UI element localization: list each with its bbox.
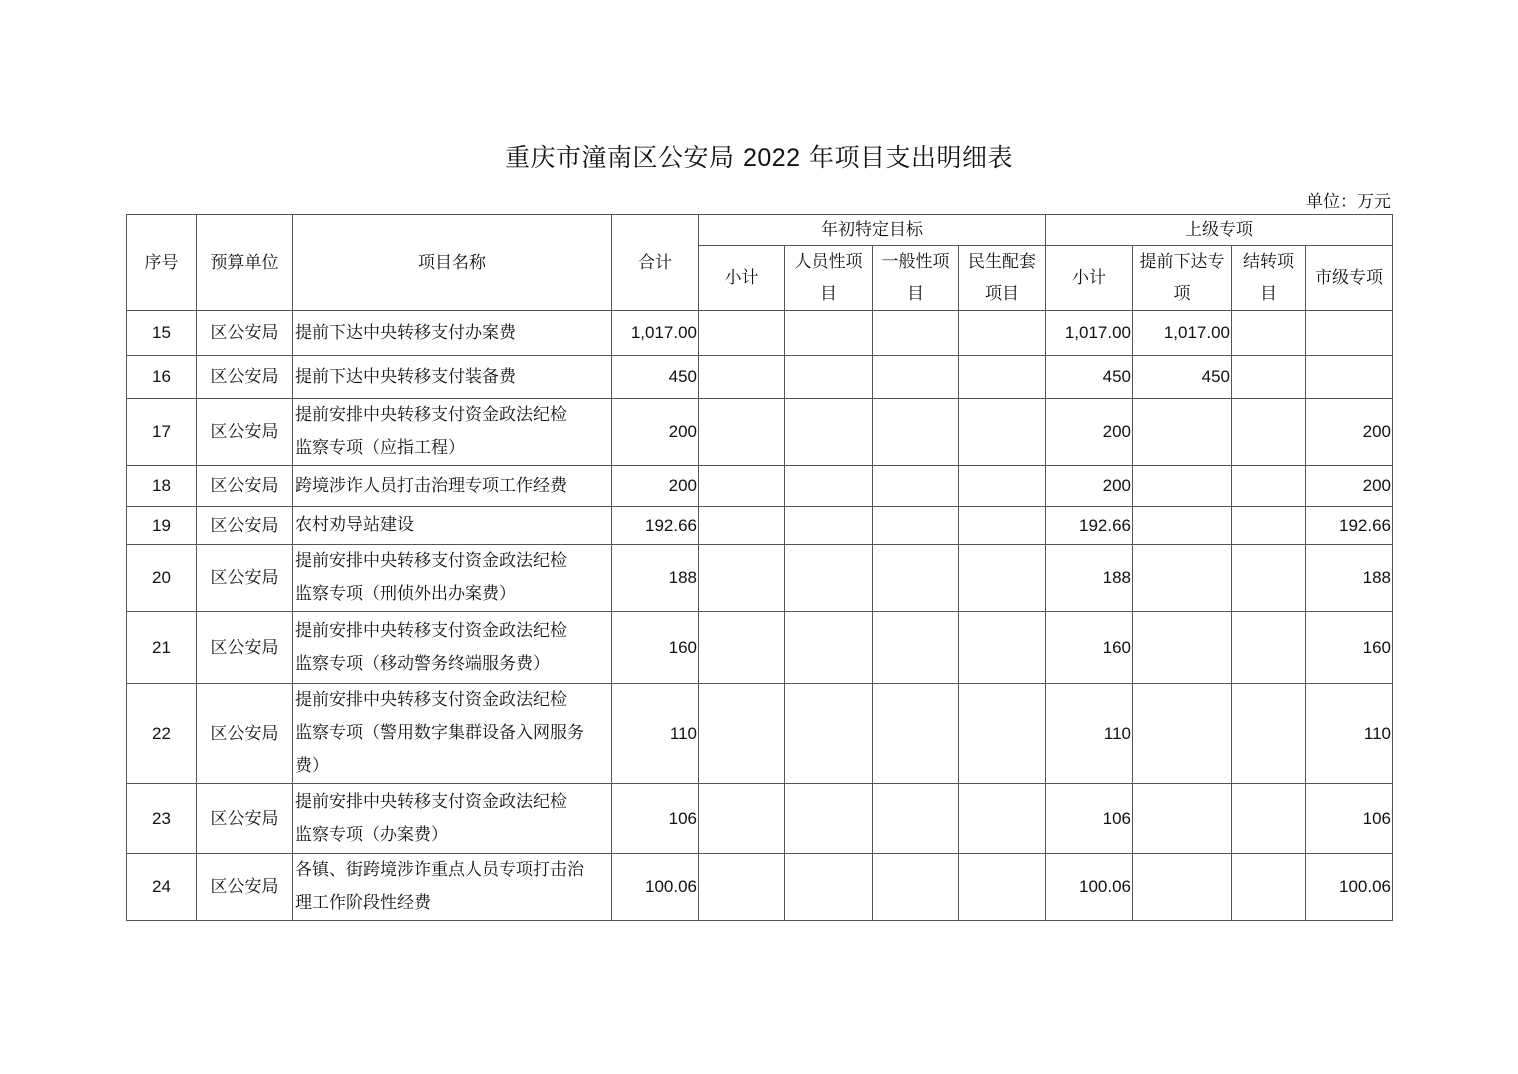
cell-name — [293, 356, 612, 399]
cell-city: 200 — [1306, 399, 1393, 466]
title-suffix: 年项目支出明细表 — [800, 143, 1014, 172]
title-year: 2022 — [742, 144, 801, 172]
cell-superior-subtotal: 192.66 — [1046, 507, 1133, 545]
cell-personnel — [785, 784, 873, 854]
cell-personnel — [785, 684, 873, 784]
cell-general — [873, 311, 959, 356]
header-livelihood — [959, 246, 1046, 311]
page-title — [0, 138, 1518, 174]
cell-superior-subtotal: 450 — [1046, 356, 1133, 399]
cell-general — [873, 507, 959, 545]
title-text: 重庆市潼南区公安局 — [504, 143, 743, 172]
cell-initial-subtotal — [699, 612, 785, 684]
cell-unit: 区公安局 — [197, 545, 293, 612]
cell-carryover — [1232, 784, 1306, 854]
cell-name-line1: 提前安排中央转移支付资金政法纪检 — [295, 620, 567, 641]
cell-seq: 24 — [127, 854, 197, 921]
table-row — [127, 684, 1393, 784]
cell-livelihood — [959, 684, 1046, 784]
cell-name-line1: 提前下达中央转移支付装备费 — [295, 366, 516, 387]
cell-initial-subtotal — [699, 466, 785, 507]
cell-city — [1306, 356, 1393, 399]
cell-livelihood — [959, 545, 1046, 612]
cell-name-line2: 监察专项（刑侦外出办案费） — [295, 584, 516, 604]
cell-name-line2: 监察专项（警用数字集群设备入网服务 — [295, 723, 584, 743]
cell-city: 200 — [1306, 466, 1393, 507]
cell-name-line2: 监察专项（办案费） — [295, 824, 448, 845]
cell-advance — [1133, 545, 1232, 612]
header-seq: 序号 — [127, 215, 197, 311]
cell-superior-subtotal: 1,017.00 — [1046, 311, 1133, 356]
cell-initial-subtotal — [699, 399, 785, 466]
cell-livelihood — [959, 612, 1046, 684]
cell-seq: 19 — [127, 507, 197, 545]
cell-seq: 20 — [127, 545, 197, 612]
cell-advance — [1133, 466, 1232, 507]
cell-carryover — [1232, 684, 1306, 784]
cell-total: 192.66 — [612, 507, 699, 545]
cell-name — [293, 545, 612, 612]
cell-advance — [1133, 784, 1232, 854]
cell-name-line1: 提前安排中央转移支付资金政法纪检 — [295, 791, 567, 812]
cell-seq: 22 — [127, 684, 197, 784]
cell-name — [293, 507, 612, 545]
header-personnel-line2: 目 — [820, 284, 837, 304]
cell-seq: 21 — [127, 612, 197, 684]
cell-personnel — [785, 612, 873, 684]
cell-carryover — [1232, 507, 1306, 545]
header-general-line1: 一般性项 — [881, 252, 950, 272]
cell-general — [873, 612, 959, 684]
cell-livelihood — [959, 854, 1046, 921]
cell-unit: 区公安局 — [197, 311, 293, 356]
cell-general — [873, 356, 959, 399]
cell-name — [293, 399, 612, 466]
cell-carryover — [1232, 466, 1306, 507]
cell-carryover — [1232, 545, 1306, 612]
cell-livelihood — [959, 784, 1046, 854]
cell-general — [873, 854, 959, 921]
header-name: 项目名称 — [293, 215, 612, 311]
cell-superior-subtotal: 110 — [1046, 684, 1133, 784]
cell-personnel — [785, 466, 873, 507]
header-unit: 预算单位 — [197, 215, 293, 311]
cell-personnel — [785, 311, 873, 356]
cell-general — [873, 399, 959, 466]
cell-city: 192.66 — [1306, 507, 1393, 545]
cell-general — [873, 784, 959, 854]
cell-seq: 18 — [127, 466, 197, 507]
cell-name — [293, 684, 612, 784]
cell-total: 450 — [612, 356, 699, 399]
header-livelihood-line2: 项目 — [985, 284, 1019, 304]
cell-name-line1: 提前安排中央转移支付资金政法纪检 — [295, 690, 567, 710]
cell-personnel — [785, 399, 873, 466]
table-row — [127, 545, 1393, 612]
header-city: 市级专项 — [1306, 246, 1393, 311]
cell-superior-subtotal: 160 — [1046, 612, 1133, 684]
header-group-initial: 年初特定目标 — [699, 215, 1046, 246]
cell-unit: 区公安局 — [197, 399, 293, 466]
cell-name-line1: 农村劝导站建设 — [295, 515, 414, 535]
header-personnel-line1: 人员性项 — [794, 252, 863, 272]
cell-total: 188 — [612, 545, 699, 612]
cell-advance — [1133, 854, 1232, 921]
cell-superior-subtotal: 200 — [1046, 399, 1133, 466]
cell-name-line2: 监察专项（应指工程） — [295, 438, 465, 458]
table-row — [127, 612, 1393, 684]
header-livelihood-line1: 民生配套 — [968, 252, 1036, 272]
cell-livelihood — [959, 466, 1046, 507]
cell-name — [293, 311, 612, 356]
cell-total: 200 — [612, 399, 699, 466]
cell-livelihood — [959, 399, 1046, 466]
cell-initial-subtotal — [699, 507, 785, 545]
cell-unit: 区公安局 — [197, 684, 293, 784]
cell-name-line2: 理工作阶段性经费 — [295, 893, 431, 913]
header-general-line2: 目 — [907, 284, 924, 304]
header-advance-line1: 提前下达专 — [1139, 252, 1225, 272]
cell-unit: 区公安局 — [197, 356, 293, 399]
cell-general — [873, 545, 959, 612]
cell-superior-subtotal: 200 — [1046, 466, 1133, 507]
cell-seq: 23 — [127, 784, 197, 854]
cell-general — [873, 684, 959, 784]
cell-carryover — [1232, 311, 1306, 356]
header-general — [873, 246, 959, 311]
cell-initial-subtotal — [699, 854, 785, 921]
header-initial-subtotal: 小计 — [699, 246, 785, 311]
cell-total: 100.06 — [612, 854, 699, 921]
cell-total: 106 — [612, 784, 699, 854]
table-row — [127, 311, 1393, 356]
cell-name-line3: 费） — [295, 756, 329, 776]
table-row — [127, 507, 1393, 545]
cell-name — [293, 854, 612, 921]
cell-advance — [1133, 612, 1232, 684]
cell-city: 188 — [1306, 545, 1393, 612]
cell-superior-subtotal: 106 — [1046, 784, 1133, 854]
header-advance-line2: 项 — [1173, 284, 1191, 304]
cell-name-line1: 跨境涉诈人员打击治理专项工作经费 — [295, 475, 567, 496]
cell-unit: 区公安局 — [197, 854, 293, 921]
cell-name-line1: 各镇、街跨境涉诈重点人员专项打击治 — [295, 860, 584, 880]
cell-superior-subtotal: 100.06 — [1046, 854, 1133, 921]
cell-livelihood — [959, 507, 1046, 545]
cell-personnel — [785, 545, 873, 612]
cell-city: 100.06 — [1306, 854, 1393, 921]
cell-seq: 15 — [127, 311, 197, 356]
cell-initial-subtotal — [699, 684, 785, 784]
table-row — [127, 466, 1393, 507]
cell-initial-subtotal — [699, 545, 785, 612]
cell-superior-subtotal: 188 — [1046, 545, 1133, 612]
cell-initial-subtotal — [699, 784, 785, 854]
cell-personnel — [785, 507, 873, 545]
cell-total: 160 — [612, 612, 699, 684]
cell-city — [1306, 311, 1393, 356]
header-carryover-line2: 目 — [1260, 284, 1277, 304]
cell-total: 1,017.00 — [612, 311, 699, 356]
cell-unit: 区公安局 — [197, 612, 293, 684]
cell-name-line2: 监察专项（移动警务终端服务费） — [295, 653, 550, 674]
cell-unit: 区公安局 — [197, 784, 293, 854]
cell-name-line1: 提前安排中央转移支付资金政法纪检 — [295, 405, 567, 425]
header-superior-subtotal: 小计 — [1046, 246, 1133, 311]
cell-general — [873, 466, 959, 507]
cell-livelihood — [959, 311, 1046, 356]
table-row — [127, 854, 1393, 921]
header-group-superior: 上级专项 — [1046, 215, 1393, 246]
header-advance — [1133, 246, 1232, 311]
table-row — [127, 356, 1393, 399]
cell-city: 110 — [1306, 684, 1393, 784]
table-row — [127, 399, 1393, 466]
cell-name — [293, 784, 612, 854]
cell-carryover — [1232, 854, 1306, 921]
cell-carryover — [1232, 356, 1306, 399]
cell-total: 110 — [612, 684, 699, 784]
cell-livelihood — [959, 356, 1046, 399]
cell-advance: 450 — [1133, 356, 1232, 399]
cell-carryover — [1232, 612, 1306, 684]
unit-label: 单位：万元 — [1306, 192, 1391, 212]
cell-city: 160 — [1306, 612, 1393, 684]
cell-name-line1: 提前下达中央转移支付办案费 — [295, 322, 516, 343]
cell-advance — [1133, 399, 1232, 466]
cell-advance — [1133, 507, 1232, 545]
header-personnel — [785, 246, 873, 311]
header-carryover — [1232, 246, 1306, 311]
header-carryover-line1: 结转项 — [1243, 252, 1294, 272]
cell-personnel — [785, 356, 873, 399]
cell-seq: 16 — [127, 356, 197, 399]
cell-total: 200 — [612, 466, 699, 507]
cell-seq: 17 — [127, 399, 197, 466]
cell-name — [293, 466, 612, 507]
cell-unit: 区公安局 — [197, 466, 293, 507]
cell-advance: 1,017.00 — [1133, 311, 1232, 356]
cell-unit: 区公安局 — [197, 507, 293, 545]
cell-name-line1: 提前安排中央转移支付资金政法纪检 — [295, 551, 567, 571]
cell-name — [293, 612, 612, 684]
header-total: 合计 — [612, 215, 699, 311]
table-row — [127, 784, 1393, 854]
cell-initial-subtotal — [699, 311, 785, 356]
cell-personnel — [785, 854, 873, 921]
expenditure-table — [126, 214, 1393, 921]
cell-advance — [1133, 684, 1232, 784]
cell-city: 106 — [1306, 784, 1393, 854]
cell-initial-subtotal — [699, 356, 785, 399]
cell-carryover — [1232, 399, 1306, 466]
